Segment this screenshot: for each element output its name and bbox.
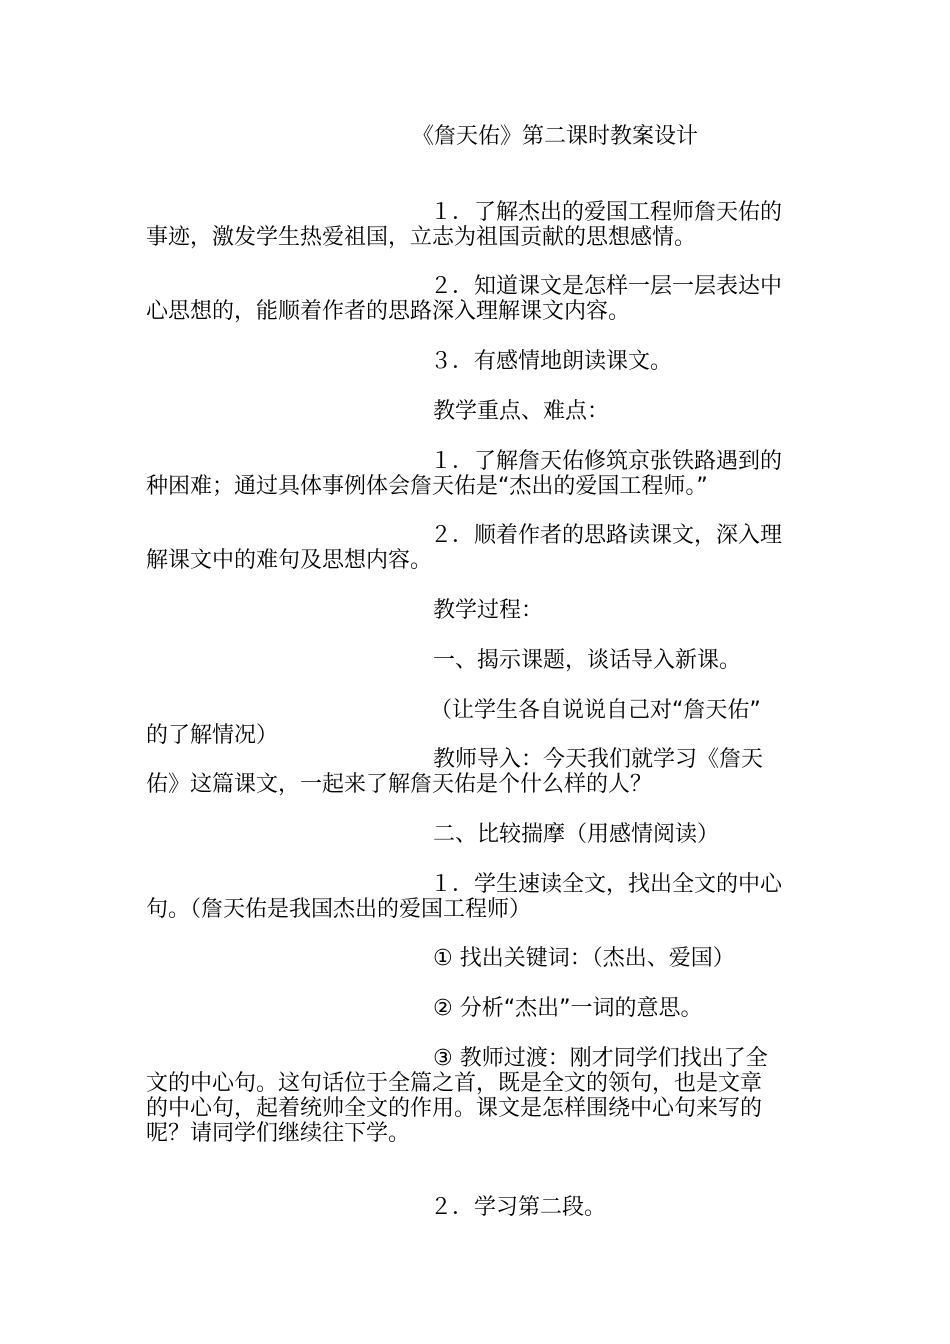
paragraph-line: 文的中心句。这句话位于全篇之首，既是全文的领句，也是文章 xyxy=(146,1071,763,1096)
paragraph-line: １．了解詹天佑修筑京张铁路遇到的 xyxy=(430,449,783,474)
paragraph-step-1 xyxy=(146,872,810,922)
document-title: 《詹天佑》第二课时教案设计 xyxy=(412,124,699,149)
paragraph-line: 的中心句，起着统帅全文的作用。课文是怎样围绕中心句来写的 xyxy=(146,1096,763,1121)
paragraph-line: ③ 教师过渡：刚才同学们找出了全 xyxy=(433,1046,768,1071)
paragraph-line: 教学重点、难点： xyxy=(433,399,610,424)
paragraph-line: 的了解情况） xyxy=(146,723,279,748)
heading-teaching-process xyxy=(146,598,810,623)
heading-section-1 xyxy=(146,648,810,673)
paragraph-student-intro xyxy=(146,698,810,748)
paragraph-line: ３．有感情地朗读课文。 xyxy=(430,349,673,374)
paragraph-line: 事迹，激发学生热爱祖国，立志为祖国贡献的思想感情。 xyxy=(146,225,697,250)
paragraph-goal-2 xyxy=(146,274,810,324)
paragraph-teacher-intro xyxy=(146,747,810,797)
paragraph-substep-3 xyxy=(146,1046,810,1146)
paragraph-goal-1 xyxy=(146,200,810,250)
paragraph-line: （让学生各自说说自己对“詹天佑” xyxy=(430,698,761,723)
paragraph-key-point-1 xyxy=(146,449,810,499)
paragraph-line: 佑》这篇课文，一起来了解詹天佑是个什么样的人？ xyxy=(146,772,653,797)
paragraph-line: 教学过程： xyxy=(433,598,544,623)
paragraph-key-point-2 xyxy=(146,523,810,573)
paragraph-line: ② 分析“杰出”一词的意思。 xyxy=(433,996,703,1021)
paragraph-line: 教师导入：今天我们就学习《詹天 xyxy=(433,747,764,772)
paragraph-goal-3 xyxy=(146,349,810,374)
paragraph-line: 呢？请同学们继续往下学。 xyxy=(146,1121,411,1146)
heading-key-points xyxy=(146,399,810,424)
paragraph-line: ２．顺着作者的思路读课文，深入理 xyxy=(430,523,783,548)
paragraph-line: ２．知道课文是怎样一层一层表达中 xyxy=(430,274,783,299)
paragraph-line: 二、比较揣摩（用感情阅读） xyxy=(433,822,720,847)
paragraph-substep-1 xyxy=(146,946,810,971)
paragraph-substep-2 xyxy=(146,996,810,1021)
paragraph-line: 解课文中的难句及思想内容。 xyxy=(146,548,433,573)
paragraph-line: ２．学习第二段。 xyxy=(430,1195,607,1220)
heading-section-2 xyxy=(146,822,810,847)
paragraph-line: 种困难；通过具体事例体会詹天佑是“杰出的爱国工程师。” xyxy=(146,474,708,499)
paragraph-step-2 xyxy=(146,1195,810,1220)
paragraph-line: 心思想的，能顺着作者的思路深入理解课文内容。 xyxy=(146,299,631,324)
paragraph-line: １．学生速读全文，找出全文的中心 xyxy=(430,872,783,897)
paragraph-line: ① 找出关键词：（杰出、爱国） xyxy=(433,946,735,971)
paragraph-line: 一、揭示课题，谈话导入新课。 xyxy=(433,648,742,673)
paragraph-line: 句。（詹天佑是我国杰出的爱国工程师） xyxy=(146,897,532,922)
paragraph-line: １．了解杰出的爱国工程师詹天佑的 xyxy=(430,200,783,225)
